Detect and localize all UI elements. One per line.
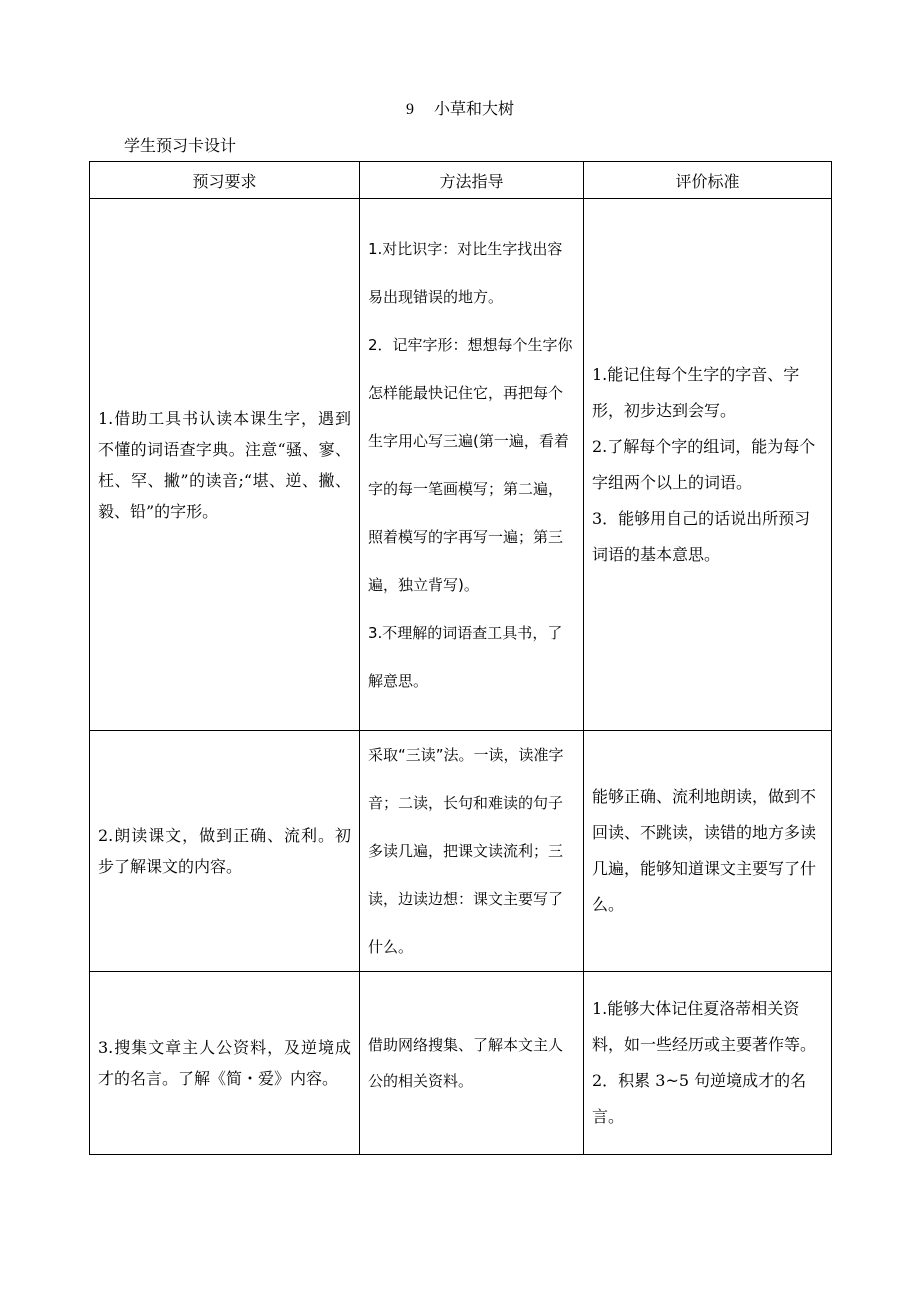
header-evaluation: 评价标准 bbox=[584, 162, 832, 199]
evaluation-cell: 1.能够大体记住夏洛蒂相关资料，如一些经历或主要著作等。 2．积累 3~5 句逆境成才的名言。 bbox=[584, 972, 832, 1155]
page-title bbox=[0, 96, 920, 119]
table-row bbox=[90, 731, 832, 972]
section-subtitle: 学生预习卡设计 bbox=[124, 136, 237, 155]
table-header-row bbox=[90, 162, 832, 199]
lesson-number: 9 bbox=[405, 101, 414, 118]
table-row bbox=[90, 199, 832, 731]
preview-card-table bbox=[89, 161, 832, 1155]
evaluation-cell: 能够正确、流利地朗读，做到不回读、不跳读，读错的地方多读几遍，能够知道课文主要写了什么。 bbox=[584, 731, 832, 972]
method-cell: 采取“三读”法。一读，读准字音；二读，长句和难读的句子多读几遍，把课文读流利；三读，边读边想：课文主要写了什么。 bbox=[360, 731, 584, 972]
table-row bbox=[90, 972, 832, 1155]
evaluation-cell: 1.能记住每个生字的字音、字形，初步达到会写。 2.了解每个字的组词，能为每个字组两个以上的词语。 3．能够用自己的话说出所预习词语的基本意思。 bbox=[584, 199, 832, 731]
method-cell: 1.对比识字：对比生字找出容易出现错误的地方。 2．记牢字形：想想每个生字你怎样能最快记住它，再把每个生字用心写三遍(第一遍，看着字的每一笔画模写；第二遍，照着模写的字再写一遍；第三遍，独立背写)。 3.不理解的词语查工具书，了解意思。 bbox=[360, 199, 584, 731]
requirement-cell: 1.借助工具书认读本课生字，遇到不懂的词语查字典。注意“骚、寥、枉、罕、撇”的读音;“堪、逆、撇、毅、铅”的字形。 bbox=[90, 199, 360, 731]
lesson-title: 小草和大树 bbox=[433, 99, 514, 118]
requirement-cell: 3.搜集文章主人公资料，及逆境成才的名言。了解《简・爱》内容。 bbox=[90, 972, 360, 1155]
header-method: 方法指导 bbox=[360, 162, 584, 199]
method-cell: 借助网络搜集、了解本文主人公的相关资料。 bbox=[360, 972, 584, 1155]
header-requirement: 预习要求 bbox=[90, 162, 360, 199]
requirement-cell: 2.朗读课文，做到正确、流利。初步了解课文的内容。 bbox=[90, 731, 360, 972]
